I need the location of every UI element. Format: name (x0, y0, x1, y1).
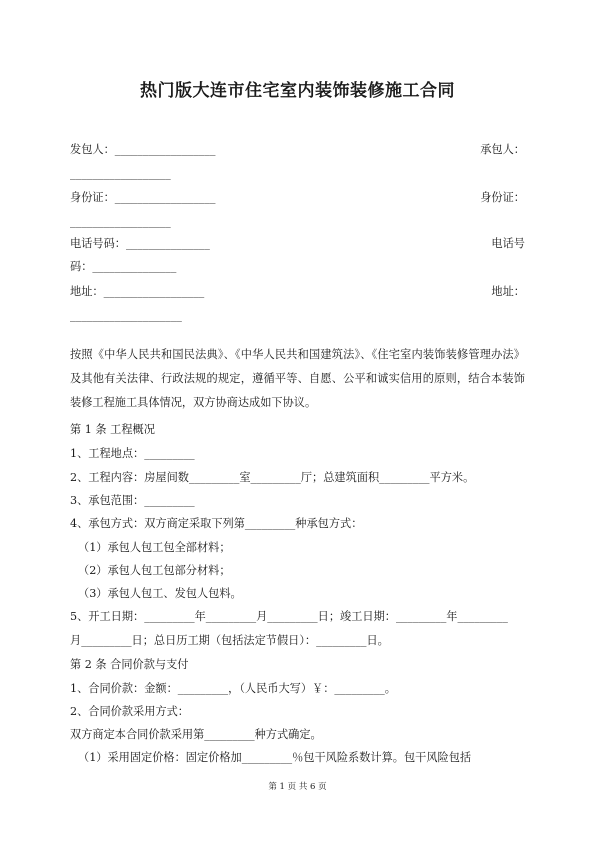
clause-1-4-option-3: （3）承包人包工、发包人包料。 (78, 587, 242, 600)
clause-2-2: 2、合同价款采用方式： (70, 705, 189, 718)
contractor-id-field: 身份证： (480, 191, 525, 204)
clause-1-4: 4、承包方式：双方商定采取下列第_________种承包方式： (70, 517, 363, 530)
clause-2-2-method: 双方商定本合同价款采用第_________种方式确定。 (70, 728, 322, 741)
contractor-address-blank: ____________________ (70, 309, 182, 322)
clause-1-4-option-2: （2）承包人包工包部分材料； (78, 564, 231, 577)
preamble-paragraph: 按照《中华人民共和国民法典》、《中华人民共和国建筑法》、《住宅室内装饰装修管理办法》及其他有关法律、行政法规的规定，遵循平等、自愿、公平和诚实信用的原则，结合本装饰装修工程施工具体情况，双方协商达成如下协议。 (70, 348, 525, 409)
article-1-heading: 第 1 条 工程概况 (70, 423, 155, 436)
clause-1-1: 1、工程地点：_________ (70, 447, 195, 460)
employer-phone-field: 电话号码：_______________ (70, 237, 210, 250)
page-footer: 第 1 页 共 6 页 (268, 782, 327, 792)
contractor-phone-field: 电话号 (491, 237, 525, 250)
clause-1-5: 5、开工日期：_________年_________月_________日；竣工日期：_________年_________ (70, 610, 508, 623)
document-title: 热门版大连市住宅室内装饰装修施工合同 (140, 81, 455, 101)
contractor-address-field: 地址： (491, 285, 525, 298)
contractor-id-blank: __________________ (70, 215, 171, 228)
clause-1-5-cont: 月_________日；总日历工期（包括法定节假日）：_________日。 (70, 634, 389, 647)
article-2-heading: 第 2 条 合同价款与支付 (70, 658, 189, 671)
employer-id-field: 身份证：__________________ (70, 191, 216, 204)
clause-1-3: 3、承包范围：_________ (70, 494, 195, 507)
contractor-phone-blank: 码：_______________ (70, 260, 177, 273)
contractor-blank: __________________ (70, 167, 171, 180)
clause-2-1: 1、合同价款：金额：_________，（人民币大写）￥：_________。 (70, 682, 396, 695)
clause-1-4-option-1: （1）承包人包工包全部材料； (78, 541, 231, 554)
clause-2-2-option-1: （1）采用固定价格：固定价格加_________％包干风险系数计算。包干风险包括 (78, 751, 472, 764)
employer-address-field: 地址：__________________ (70, 285, 205, 298)
contractor-field: 承包人： (480, 143, 525, 156)
clause-1-2: 2、工程内容：房屋间数_________室_________厅；总建筑面积_________平方米。 (70, 471, 475, 484)
employer-field: 发包人：__________________ (70, 143, 216, 156)
